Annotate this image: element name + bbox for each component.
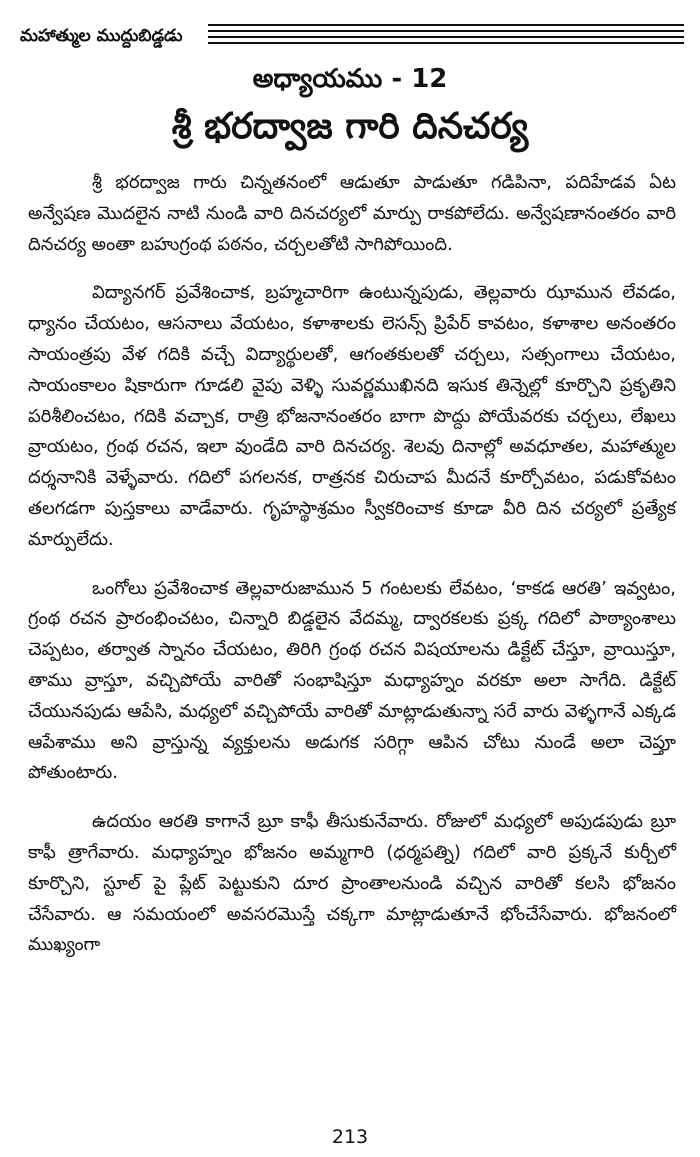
page-header	[20, 18, 684, 54]
header-rule	[208, 30, 684, 32]
body-text	[28, 168, 676, 979]
paragraph: ఒంగోలు ప్రవేశించాక తెల్లవారుజామున 5 గంటలకు లేవటం, ‘కాకడ ఆరతి’ ఇవ్వటం, గ్రంథ రచన ప్రారంభించటం, చిన్నారి బిడ్డలైన వేదమ్మ, ద్వారకలకు ప్రక్క గదిలో పాఠ్యాంశాలు చెప్పటం, తర్వాత స్నానం చేయటం, తిరిగి గ్రంథ రచన విషయాలను డిక్టేట్ చేస్తూ, వ్రాయిస్తూ, తాము వ్రాస్తూ, వచ్చిపోయే వారితో సంభాషిస్తూ మధ్యాహ్నం వరకూ అలా సాగేది. డిక్టేట్ చేయునపుడు ఆపేసి, మధ్యలో వచ్చిపోయే వారితో మాట్లాడుతున్నా సరే వారు వెళ్ళగానే ఎక్కడ ఆపేశాము అని వ్రాస్తున్న వ్యక్తులను అడుగక సరిగ్గా ఆపిన చోటు నుండే అలా చెప్తూ పోతుంటారు.	[28, 577, 676, 784]
paragraph: ఉదయం ఆరతి కాగానే బ్రూ కాఫీ తీసుకునేవారు. రోజులో మధ్యలో అపుడపుడు బ్రూ కాఫీ త్రాగేవారు. మధ్యాహ్నం భోజనం అమ్మగారి (ధర్మపత్ని) గదిలో వారి ప్రక్కనే కుర్చీలో కూర్చొని, స్టూల్ పై ప్లేట్ పెట్టుకుని దూర ప్రాంతాలనుండి వచ్చిన వారితో కలసి భోజనం చేసేవారు. ఆ సమయంలో అవసరమొస్తే చక్కగా మాట్లాడుతూనే భోంచేసేవారు. భోజనంలో ముఖ్యంగా	[28, 811, 676, 956]
header-rule	[208, 36, 684, 38]
page-number: 213	[331, 1126, 369, 1148]
running-title: మహాత్ముల ముద్దుబిడ్డడు	[20, 26, 183, 46]
chapter-number: అధ్యాయము - 12	[252, 64, 448, 94]
header-rules	[208, 24, 684, 48]
header-rule	[208, 24, 684, 26]
paragraph: శ్రీ భరద్వాజ గారు చిన్నతనంలో ఆడుతూ పాడుతూ గడిపినా, పదిహేడవ ఏట అన్వేషణ మొదలైన నాటి నుండి వారి దినచర్యలో మార్పు రాకపోలేదు. అన్వేషణానంతరం వారి దినచర్య అంతా బహుగ్రంథ పఠనం, చర్చలతోటి సాగిపోయింది.	[28, 172, 676, 255]
header-rule	[208, 42, 684, 44]
paragraph: విద్యానగర్ ప్రవేశించాక, బ్రహ్మచారిగా ఉంటున్నపుడు, తెల్లవారు ఝామున లేవడం, ధ్యానం చేయటం, ఆసనాలు వేయటం, కళాశాలకు లెసన్స్ ప్రిపేర్ కావటం, కళాశాల అనంతరం సాయంత్రపు వేళ గదికి వచ్చే విద్యార్థులతో, ఆగంతకులతో చర్చలు, సత్సంగాలు చేయటం, సాయంకాలం షికారుగా గూడలి వైపు వెళ్ళి సువర్ణముఖినది ఇసుక తిన్నెల్లో కూర్చొని ప్రకృతిని పరిశీలించటం, గదికి వచ్చాక, రాత్రి భోజనానంతరం బాగా పొద్దు పోయేవరకు చర్చలు, లేఖలు వ్రాయటం, గ్రంథ రచన, ఇలా వుండేది వారి దినచర్య. శెలవు దినాల్లో అవధూతల, మహాత్ముల దర్శనానికి వెళ్ళేవారు. గదిలో పగలనక, రాత్రనక చిరుచాప మీదనే కూర్చోవటం, పడుకోవటం తలగడగా పుస్తకాలు వాడేవారు. గృహస్థాశ్రమం స్వీకరించాక కూడా వీరి దిన చర్యలో ప్రత్యేక మార్పులేదు.	[28, 282, 676, 550]
chapter-title: శ్రీ భరద్వాజ గారి దినచర్య	[171, 106, 529, 147]
